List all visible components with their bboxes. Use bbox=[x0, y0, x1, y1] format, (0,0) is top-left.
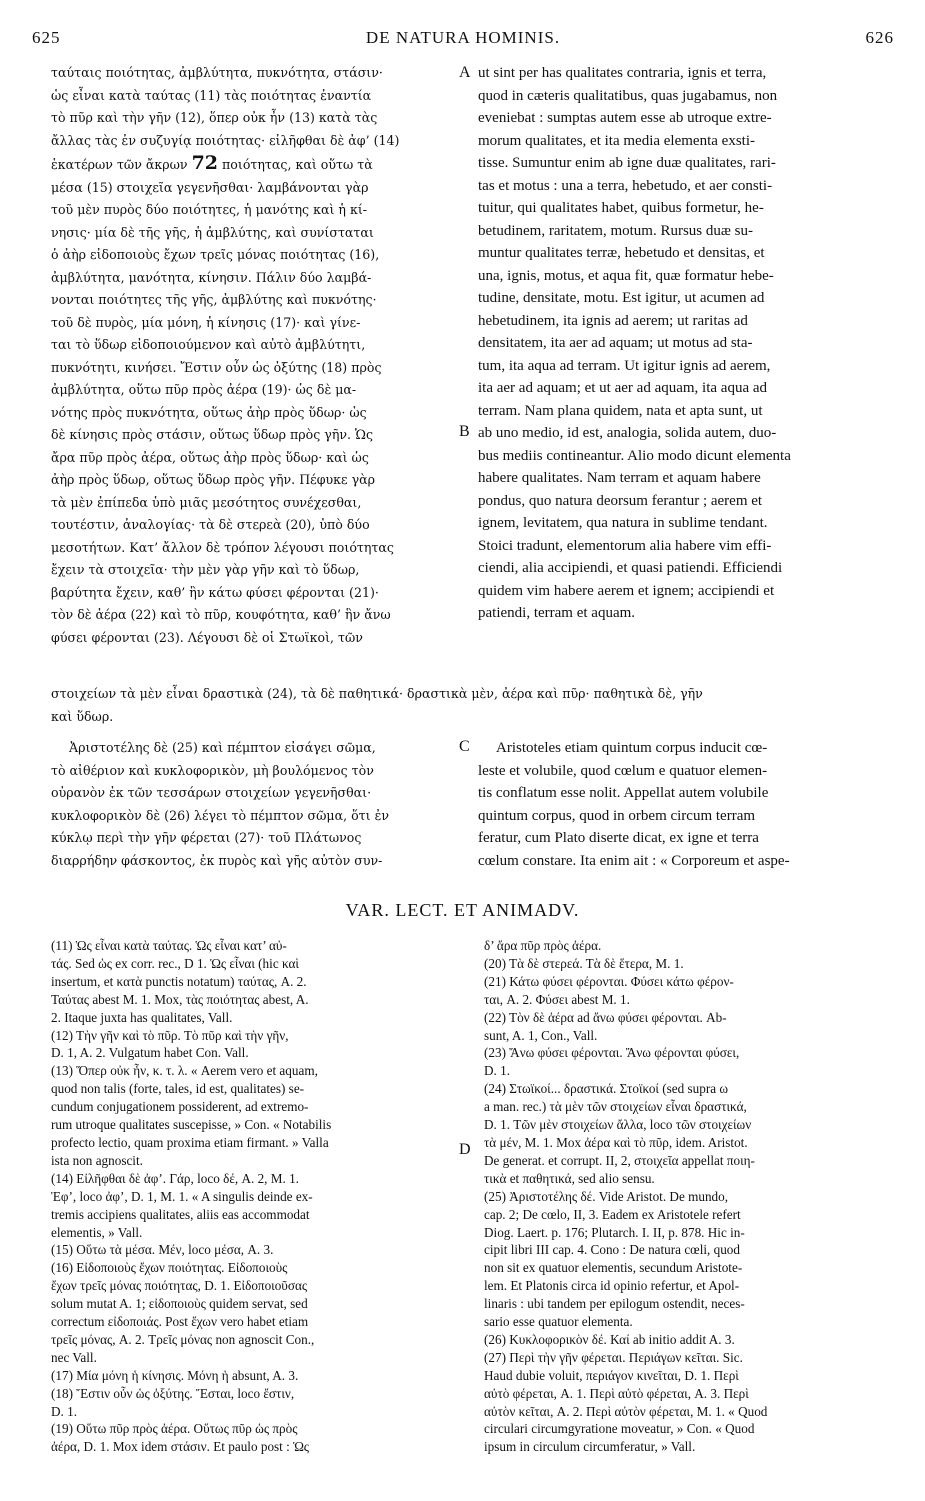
note-line: cipit libri III cap. 4. Cono : De natura cœli, quod bbox=[484, 1242, 740, 1258]
greek-line: μέσα (15) στοιχεῖα γεγενῆσθαι· λαμβάνονται γὰρ bbox=[51, 179, 369, 195]
latin-line: ab uno medio, id est, analogia, solida autem, duo- bbox=[478, 425, 777, 441]
greek-line: δὲ κίνησις πρὸς στάσιν, οὕτως ὕδωρ πρὸς γῆν. Ὡς bbox=[51, 427, 374, 442]
latin-line: tisse. Sumuntur enim ab igne duæ qualitates, rari- bbox=[478, 155, 776, 171]
latin-line: una, ignis, motus, et aqua fit, quæ formatur hebe- bbox=[478, 267, 774, 284]
note-line: ται, A. 2. Φύσει abest M. 1. bbox=[484, 991, 630, 1007]
section-marker-a: A bbox=[459, 64, 471, 81]
note-line: D. 1. bbox=[51, 1403, 78, 1419]
page-number-left: 625 bbox=[32, 28, 61, 47]
note-line: αὐτὸ φέρεται, A. 1. Περὶ αὐτὸ φέρεται, A. 3. Περὶ bbox=[484, 1385, 749, 1401]
note-line: (19) Οὕτω πῦρ πρὸς ἀέρα. Οὕτως πῦρ ὡς πρὸς bbox=[51, 1421, 298, 1437]
note-line: τρεῖς μόνας, A. 2. Τρεῖς μόνας non agnoscit Con., bbox=[51, 1331, 315, 1347]
page-header bbox=[32, 22, 894, 50]
greek-line: τὰ μὲν ἐπίπεδα ὑπὸ μιᾶς μεσότητος συνέχεσθαι, bbox=[51, 494, 362, 510]
note-line: (26) Κυκλοφορικὸν δέ. Καί ab initio addit A. 3. bbox=[484, 1331, 735, 1347]
note-line: cundum conjugationem possiderent, ad extremo- bbox=[51, 1099, 309, 1115]
notes-heading: VAR. LECT. ET ANIMADV. bbox=[345, 900, 580, 920]
note-line: τικὰ et παθητικά, sed alio sensu. bbox=[484, 1170, 655, 1186]
full-width-greek-line: στοιχείων τὰ μὲν εἶναι δραστικὰ (24), τὰ δὲ παθητικά· δραστικὰ μὲν, ἀέρα καὶ πῦρ· παθητικὰ δὲ, γῆν bbox=[51, 686, 703, 701]
note-line: (23) Ἄνω φύσει φέρονται. Ἄνω φέρονται φύσει, bbox=[484, 1045, 740, 1061]
latin-line: pondus, quo natura deorsum ferantur ; aerem et bbox=[478, 492, 763, 509]
latin-line: cœlum constare. Ita enim ait : « Corporeum et aspe- bbox=[478, 852, 790, 869]
latin-line: ciendi, alia accipiendi, et quasi patiendi. Efficiendi bbox=[478, 560, 783, 576]
greek-line: τὸ αἰθέριον καὶ κυκλοφορικὸν, μὴ βουλόμενος τὸν bbox=[51, 762, 374, 778]
note-line: nec Vall. bbox=[51, 1349, 97, 1365]
note-line: ipsum in circulum circumferatur, » Vall. bbox=[484, 1439, 696, 1455]
note-line: (17) Μία μόνη ἡ κίνησις. Μόνη ἡ absunt, A. 3. bbox=[51, 1367, 299, 1383]
note-line: (16) Εἰδοποιοὺς ἔχων ποιότητας. Εἰδοποιοὺς bbox=[51, 1260, 288, 1276]
note-line: (15) Οὕτω τὰ μέσα. Μέν, loco μέσα, A. 3. bbox=[51, 1242, 274, 1258]
latin-line: leste et volubile, quod cœlum e quatuor elemen- bbox=[478, 762, 768, 779]
greek-line: Ἀριστοτέλης δὲ (25) καὶ πέμπτον εἰσάγει σῶμα, bbox=[69, 740, 376, 755]
column-number: 72 bbox=[191, 152, 219, 174]
greek-line: μεσοτήτων. Κατ’ ἄλλον δὲ τρόπον λέγουσι ποιότητας bbox=[51, 539, 394, 555]
note-line: (25) Ἀριστοτέλης δέ. Vide Aristot. De mundo, bbox=[484, 1188, 729, 1204]
note-line: a man. rec.) τὰ μὲν τῶν στοιχείων εἶναι δραστικά, bbox=[484, 1099, 747, 1115]
note-line: D. 1, A. 2. Vulgatum habet Con. Vall. bbox=[51, 1045, 249, 1061]
note-line: elementis, » Vall. bbox=[51, 1224, 143, 1240]
full-width-greek-line: καὶ ὕδωρ. bbox=[51, 709, 114, 724]
note-line: (27) Περὶ τὴν γῆν φέρεται. Περιάγων κεῖται. Sic. bbox=[484, 1349, 743, 1365]
note-line: lem. Et Platonis circa id opinio refertur, et Apol- bbox=[484, 1278, 740, 1294]
latin-line: hebetudinem, ita ignis ad aerem; ut raritas ad bbox=[478, 312, 748, 329]
page-number-right: 626 bbox=[865, 28, 894, 47]
note-line: Ταύτας abest M. 1. Mox, τὰς ποιότητας abest, A. bbox=[51, 991, 309, 1007]
greek-line: ἄλλας τὰς ἐν συζυγίᾳ ποιότητας· εἰλῆφθαι δὲ ἀφ’ (14) bbox=[51, 132, 400, 148]
latin-line: quidem vim habere aerem et ignem; accipiendi et bbox=[478, 582, 775, 599]
greek-line: ὁ ἀὴρ εἰδοποιοὺς ἔχων τρεῖς μόνας ποιότητας (16), bbox=[51, 247, 380, 262]
note-line: ἔχων τρεῖς μόνας ποιότητας, D. 1. Εἰδοποιοῦσας bbox=[51, 1278, 308, 1294]
note-line: profecto lectio, quam proxima etiam firmant. » Valla bbox=[51, 1134, 329, 1150]
note-line: linaris : ubi tandem per epilogum ostendit, neces- bbox=[484, 1296, 745, 1312]
latin-line: habere qualitates. Nam terram et aquam habere bbox=[478, 470, 761, 486]
latin-line: eveniebat : sumptas autem esse ab utroque extre- bbox=[478, 110, 772, 126]
latin-line: quintum corpus, quod in orbem circum terram bbox=[478, 807, 756, 824]
note-line: (21) Κάτω φύσει φέρονται. Φύσει κάτω φέρον- bbox=[484, 973, 734, 989]
note-line: De generat. et corrupt. II, 2, στοιχεῖα appellat ποιη- bbox=[484, 1152, 755, 1168]
latin-line: ita aer ad aquam; et ut aer ad aquam, ita aqua ad bbox=[478, 380, 768, 396]
greek-line: βαρύτητα ἔχειν, καθ’ ἣν κάτω φύσει φέρονται (21)· bbox=[51, 584, 379, 600]
latin-line: Stoici tradunt, elementorum alia habere vim effi- bbox=[478, 537, 772, 554]
note-line: correctum εἰδοποιάς. Post ἔχων vero habet etiam bbox=[51, 1314, 309, 1330]
running-title: DE NATURA HOMINIS. bbox=[365, 28, 561, 47]
greek-line: νότης πρὸς πυκνότητα, οὕτως ἀὴρ πρὸς ὕδωρ· ὡς bbox=[51, 404, 367, 420]
latin-line: terram. Nam plana quidem, nata et apta sunt, ut bbox=[478, 402, 763, 419]
latin-line: muntur qualitates terræ, hebetudo et densitas, et bbox=[478, 245, 765, 261]
note-line: τάς. Sed ὡς ex corr. rec., D 1. Ὡς εἶναι (hic καὶ bbox=[51, 955, 299, 971]
greek-line: φύσει φέρονται (23). Λέγουσι δὲ οἱ Στωϊκοὶ, τῶν bbox=[51, 629, 363, 645]
note-line: D. 1. bbox=[484, 1063, 511, 1079]
note-line: solum mutat A. 1; εἰδοποιοὺς quidem servat, sed bbox=[51, 1296, 308, 1312]
greek-line: ἄρα πῦρ πρὸς ἀέρα, οὕτως ἀὴρ πρὸς ὕδωρ· καὶ ὡς bbox=[51, 449, 369, 465]
greek-line: διαρρήδην φάσκοντος, ἐκ πυρὸς καὶ γῆς αὐτὸν συν- bbox=[51, 852, 383, 868]
latin-text-column bbox=[478, 62, 890, 625]
greek-line: ἀὴρ πρὸς ὕδωρ, οὕτως ὕδωρ πρὸς γῆν. Πέφυκε γὰρ bbox=[51, 472, 376, 487]
note-line: sario esse quatuor elementa. bbox=[484, 1314, 633, 1330]
note-line: D. 1. Τῶν μὲν στοιχείων ἄλλα, loco τῶν στοιχείων bbox=[484, 1117, 752, 1133]
latin-line: tudine, densitate, motu. Est igitur, ut acumen ad bbox=[478, 290, 765, 306]
note-line: 2. Itaque juxta has qualitates, Vall. bbox=[51, 1009, 233, 1025]
note-line: (20) Τὰ δὲ στερεά. Τὰ δὲ ἕτερα, M. 1. bbox=[484, 955, 684, 971]
note-line: circulari circumgyratione moveatur, » Con. « Quod bbox=[484, 1421, 755, 1437]
note-line: cap. 2; De cœlo, II, 3. Eadem ex Aristotele refert bbox=[484, 1206, 741, 1222]
note-line: δ’ ἄρα πῦρ πρὸς ἀέρα. bbox=[484, 938, 602, 953]
latin-line: feratur, cum Plato diserte dicat, ex igne et terra bbox=[478, 830, 759, 846]
note-line: (12) Τὴν γῆν καὶ τὸ πῦρ. Τὸ πῦρ καὶ τὴν γῆν, bbox=[51, 1027, 289, 1043]
greek-line: τοῦ μὲν πυρὸς δύο ποιότητες, ἡ μανότης καὶ ἡ κί- bbox=[51, 202, 368, 217]
greek-line: ται τὸ ὕδωρ εἰδοποιούμενον καὶ αὐτὸ ἀμβλύτητι, bbox=[51, 337, 366, 352]
section-marker-b: B bbox=[459, 423, 470, 440]
note-line: tremis accipiens qualitates, aliis eas accommodat bbox=[51, 1206, 310, 1222]
greek-line-tail: ποιότητας, καὶ οὕτω τὰ bbox=[218, 157, 373, 172]
note-line: quod non talis (forte, tales, id est, qualitates) se- bbox=[51, 1081, 305, 1097]
greek-line: πυκνότητι, κινήσει. Ἔστιν οὖν ὡς ὀξύτης (18) πρὸς bbox=[51, 359, 382, 375]
latin-line: tas et motus : una a terra, hebetudo, et aer consti- bbox=[478, 177, 773, 194]
latin-line: betudinem, raritatem, motum. Rursus duæ su- bbox=[478, 222, 753, 239]
greek-line: ἀμβλύτητα, οὕτω πῦρ πρὸς ἀέρα (19)· ὡς δὲ μα- bbox=[51, 382, 357, 397]
note-line: αὐτὸν κεῖται, A. 2. Περὶ αὐτὸν φέρεται, M. 1. « Quod bbox=[484, 1403, 768, 1419]
latin-line: patiendi, terram et aquam. bbox=[478, 605, 636, 621]
greek-line: τοῦ δὲ πυρὸς, μία μόνη, ἡ κίνησις (17)· καὶ γίνε- bbox=[51, 314, 361, 330]
note-line: Ἐφ’, loco ἀφ’, D. 1, M. 1. « A singulis deinde ex- bbox=[51, 1188, 313, 1204]
note-line: Diog. Laert. p. 176; Plutarch. I. II, p. 878. Hic in- bbox=[484, 1224, 745, 1240]
note-line: Haud dubie voluit, περιάγον κινεῖται, D. 1. Περὶ bbox=[484, 1367, 739, 1383]
latin-line: densitatem, ita aer ad aquam; ut motus ad sta- bbox=[478, 335, 753, 351]
latin-line: ignem, levitatem, qua natura in sublime tendant. bbox=[478, 515, 768, 531]
note-line: rum utroque qualitates suscepisse, » Con. « Notabilis bbox=[51, 1117, 332, 1133]
latin-line: Aristoteles etiam quintum corpus inducit cœ- bbox=[496, 740, 768, 756]
latin-line: tuitur, qui qualitates habet, quibus formetur, he- bbox=[478, 200, 764, 216]
note-line: sunt, A. 1, Con., Vall. bbox=[484, 1027, 598, 1043]
note-line: (11) Ὡς εἶναι κατὰ ταύτας. Ὡς εἶναι κατ’ αὐ- bbox=[51, 938, 287, 953]
latin-line: tum, ita aqua ad terram. Ut igitur ignis ad aerem, bbox=[478, 357, 771, 374]
note-line: ista non agnoscit. bbox=[51, 1152, 143, 1168]
greek-line: ἔχειν τὰ στοιχεῖα· τὴν μὲν γὰρ γῆν καὶ τὸ ὕδωρ, bbox=[51, 562, 360, 577]
greek-line: νησις· μία δὲ τῆς γῆς, ἡ ἀμβλύτης, καὶ συνίσταται bbox=[51, 224, 374, 240]
greek-line: οὐρανὸν ἐκ τῶν τεσσάρων στοιχείων γεγενῆσθαι· bbox=[51, 785, 372, 800]
greek-section-c bbox=[51, 737, 451, 872]
greek-line: ἑκατέρων τῶν ἄκρων bbox=[51, 157, 188, 172]
greek-line: τὸν δὲ ἀέρα (22) καὶ τὸ πῦρ, κουφότητα, καθ’ ἣν ἄνω bbox=[51, 607, 391, 622]
note-line: τὰ μέν, M. 1. Mox ἀέρα καὶ τὸ πῦρ, idem. Aristot. bbox=[484, 1134, 748, 1150]
greek-line: ὡς εἶναι κατὰ ταύτας (11) τὰς ποιότητας ἐναντία bbox=[51, 87, 372, 103]
greek-text-column bbox=[51, 62, 451, 649]
note-line: (13) Ὅπερ οὐκ ἦν, κ. τ. λ. « Aerem vero et aquam, bbox=[51, 1063, 318, 1079]
note-line: insertum, et κατὰ punctis notatum) ταύτας, A. 2. bbox=[51, 973, 307, 989]
greek-line: κυκλοφορικὸν δὲ (26) λέγει τὸ πέμπτον σῶμα, ὅτι ἐν bbox=[51, 807, 390, 823]
greek-line: τουτέστιν, ἀναλογίας· τὰ δὲ στερεὰ (20), ὑπὸ δύο bbox=[51, 517, 370, 532]
latin-section-c bbox=[478, 737, 890, 872]
latin-line: ut sint per has qualitates contraria, ignis et terra, bbox=[478, 65, 767, 81]
note-line: (18) Ἔστιν οὖν ὡς ὀξύτης. Ἔσται, loco ἔστιν, bbox=[51, 1385, 295, 1401]
note-line: (14) Εἰλῆφθαι δὲ ἀφ’. Γάρ, loco δέ, A. 2, M. 1. bbox=[51, 1170, 299, 1186]
section-marker-c: C bbox=[459, 738, 470, 755]
greek-line: ταύταις ποιότητας, ἀμβλύτητα, πυκνότητα, στάσιν· bbox=[51, 65, 383, 80]
note-line: (22) Τὸν δὲ ἀέρα ad ἄνω φύσει φέρονται. Ab- bbox=[484, 1009, 727, 1025]
greek-line-with-number bbox=[51, 152, 451, 177]
note-line: ἀέρα, D. 1. Mox idem στάσιν. Et paulo post : Ὡς bbox=[51, 1439, 310, 1455]
greek-line: νονται ποιότητες τῆς γῆς, ἀμβλύτης καὶ πυκνότης· bbox=[51, 292, 377, 307]
notes-column-right bbox=[484, 937, 891, 1456]
section-marker-d: D bbox=[459, 1141, 471, 1158]
latin-line: quod in cæteris qualitatibus, quas jugabamus, non bbox=[478, 87, 778, 104]
note-line: non sit ex quatuor elementis, secundum Aristote- bbox=[484, 1260, 743, 1276]
notes-column-left bbox=[51, 937, 461, 1456]
greek-line: τὸ πῦρ καὶ τὴν γῆν (12), ὅπερ οὐκ ἦν (13) κατὰ τὰς bbox=[51, 110, 378, 125]
latin-line: tis conflatum esse nolit. Appellat autem volubile bbox=[478, 785, 769, 801]
greek-line: ἀμβλύτητα, μανότητα, κίνησιν. Πάλιν δύο λαμβά- bbox=[51, 269, 372, 285]
note-line: (24) Στωϊκοί... δραστικά. Στοϊκοί (sed supra ω bbox=[484, 1081, 729, 1097]
greek-line: κύκλῳ περὶ τὴν γῆν φέρεται (27)· τοῦ Πλάτωνος bbox=[51, 830, 362, 845]
latin-line: bus mediis contineantur. Alio modo dicunt elementa bbox=[478, 447, 791, 464]
latin-line: morum qualitates, et ita media elementa exsti- bbox=[478, 132, 755, 149]
